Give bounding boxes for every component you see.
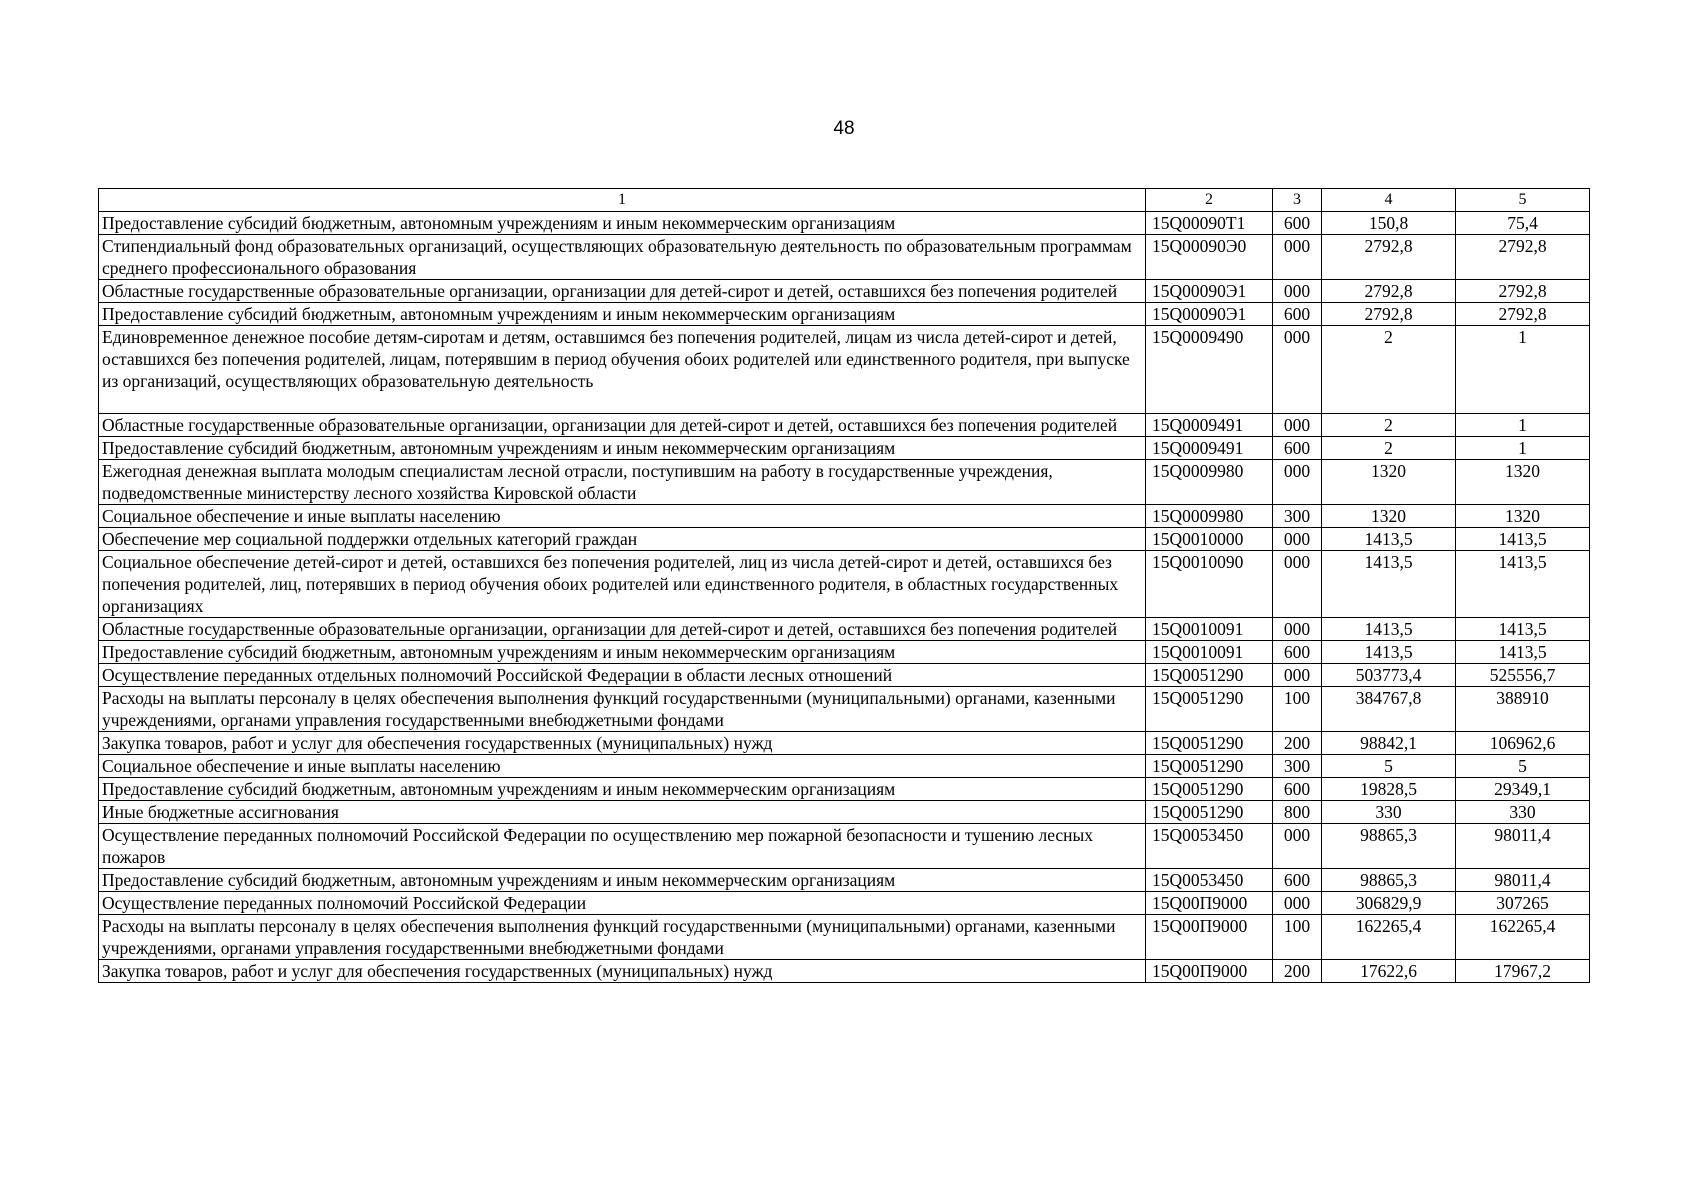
- row-value-col5-cell: 29349,1: [1456, 778, 1590, 801]
- row-code-cell: 15Q0009980: [1146, 460, 1273, 505]
- table-row: [99, 212, 1590, 235]
- row-value-col4-cell: 1413,5: [1322, 528, 1456, 551]
- row-code-cell: 15Q00П9000: [1146, 960, 1273, 983]
- row-expense-type-cell: 600: [1273, 641, 1322, 664]
- row-name-cell: Социальное обеспечение детей-сирот и детей, оставшихся без попечения родителей, лиц из числа детей-сирот и детей, оставшихся без попечения родителей, лиц, потерявших в период обучения обоих родителей или единственного родителя, в областных государственных организациях: [99, 551, 1146, 618]
- row-code-cell: 15Q0053450: [1146, 824, 1273, 869]
- row-value-col5-cell: 1413,5: [1456, 528, 1590, 551]
- row-value-col4-cell: 384767,8: [1322, 687, 1456, 732]
- table-body: [99, 212, 1590, 983]
- row-expense-type-cell: 000: [1273, 892, 1322, 915]
- row-value-col4-cell: 17622,6: [1322, 960, 1456, 983]
- row-code-cell: 15Q0010000: [1146, 528, 1273, 551]
- row-code-cell: 15Q0009491: [1146, 414, 1273, 437]
- table-row: [99, 824, 1590, 869]
- row-name-cell: Иные бюджетные ассигнования: [99, 801, 1146, 824]
- row-expense-type-cell: 300: [1273, 505, 1322, 528]
- header-col-5: 5: [1456, 189, 1590, 212]
- table-row: [99, 915, 1590, 960]
- row-expense-type-cell: 200: [1273, 960, 1322, 983]
- row-name-cell: Предоставление субсидий бюджетным, автономным учреждениям и иным некоммерческим организациям: [99, 212, 1146, 235]
- row-value-col5-cell: 75,4: [1456, 212, 1590, 235]
- table-row: [99, 528, 1590, 551]
- row-expense-type-cell: 600: [1273, 778, 1322, 801]
- table-row: [99, 235, 1590, 280]
- row-name-cell: Стипендиальный фонд образовательных организаций, осуществляющих образовательную деятельность по образовательным программам среднего профессионального образования: [99, 235, 1146, 280]
- row-value-col4-cell: 503773,4: [1322, 664, 1456, 687]
- table-row: [99, 280, 1590, 303]
- table-row: [99, 326, 1590, 414]
- row-name-cell: Осуществление переданных полномочий Российской Федерации по осуществлению мер пожарной безопасности и тушению лесных пожаров: [99, 824, 1146, 869]
- row-value-col5-cell: 1: [1456, 326, 1590, 414]
- row-value-col4-cell: 1320: [1322, 460, 1456, 505]
- row-value-col4-cell: 1413,5: [1322, 551, 1456, 618]
- row-name-cell: Областные государственные образовательные организации, организации для детей-сирот и детей, оставшихся без попечения родителей: [99, 618, 1146, 641]
- table-row: [99, 505, 1590, 528]
- row-expense-type-cell: 100: [1273, 687, 1322, 732]
- table-row: [99, 869, 1590, 892]
- row-value-col5-cell: 106962,6: [1456, 732, 1590, 755]
- row-code-cell: 15Q00090Э1: [1146, 303, 1273, 326]
- row-value-col5-cell: 98011,4: [1456, 869, 1590, 892]
- row-expense-type-cell: 300: [1273, 755, 1322, 778]
- row-value-col4-cell: 1320: [1322, 505, 1456, 528]
- row-value-col4-cell: 98842,1: [1322, 732, 1456, 755]
- row-value-col5-cell: 1: [1456, 414, 1590, 437]
- table-row: [99, 687, 1590, 732]
- row-value-col4-cell: 1413,5: [1322, 618, 1456, 641]
- row-expense-type-cell: 600: [1273, 212, 1322, 235]
- row-value-col5-cell: 2792,8: [1456, 280, 1590, 303]
- row-value-col4-cell: 98865,3: [1322, 824, 1456, 869]
- table-row: [99, 960, 1590, 983]
- row-name-cell: Осуществление переданных отдельных полномочий Российской Федерации в области лесных отношений: [99, 664, 1146, 687]
- table-row: [99, 732, 1590, 755]
- row-code-cell: 15Q0051290: [1146, 778, 1273, 801]
- header-col-4: 4: [1322, 189, 1456, 212]
- row-name-cell: Предоставление субсидий бюджетным, автономным учреждениям и иным некоммерческим организациям: [99, 437, 1146, 460]
- row-code-cell: 15Q0010091: [1146, 641, 1273, 664]
- row-value-col5-cell: 1413,5: [1456, 551, 1590, 618]
- row-name-cell: Расходы на выплаты персоналу в целях обеспечения выполнения функций государственными (муниципальными) органами, казенными учреждениями, органами управления государственными внебюджетными фондами: [99, 915, 1146, 960]
- row-code-cell: 15Q00П9000: [1146, 892, 1273, 915]
- row-code-cell: 15Q0009980: [1146, 505, 1273, 528]
- row-name-cell: Единовременное денежное пособие детям-сиротам и детям, оставшимся без попечения родителей, лицам из числа детей-сирот и детей, оставшихся без попечения родителей, лицам, потерявшим в период обучения обоих родителей или единственного родителя, при выпуске из организаций, осуществляющих образовательную деятельность: [99, 326, 1146, 414]
- row-name-cell: Обеспечение мер социальной поддержки отдельных категорий граждан: [99, 528, 1146, 551]
- row-value-col5-cell: 98011,4: [1456, 824, 1590, 869]
- table-row: [99, 755, 1590, 778]
- row-code-cell: 15Q00090Э1: [1146, 280, 1273, 303]
- row-expense-type-cell: 600: [1273, 303, 1322, 326]
- row-value-col4-cell: 162265,4: [1322, 915, 1456, 960]
- table-row: [99, 551, 1590, 618]
- row-code-cell: 15Q0009491: [1146, 437, 1273, 460]
- row-value-col4-cell: 19828,5: [1322, 778, 1456, 801]
- row-value-col4-cell: 5: [1322, 755, 1456, 778]
- row-name-cell: Закупка товаров, работ и услуг для обеспечения государственных (муниципальных) нужд: [99, 732, 1146, 755]
- table-row: [99, 641, 1590, 664]
- row-expense-type-cell: 100: [1273, 915, 1322, 960]
- table-row: [99, 801, 1590, 824]
- row-value-col5-cell: 1413,5: [1456, 618, 1590, 641]
- header-col-2: 2: [1146, 189, 1273, 212]
- row-code-cell: 15Q0051290: [1146, 801, 1273, 824]
- row-value-col5-cell: 525556,7: [1456, 664, 1590, 687]
- row-value-col4-cell: 2792,8: [1322, 235, 1456, 280]
- row-value-col5-cell: 330: [1456, 801, 1590, 824]
- row-code-cell: 15Q0051290: [1146, 687, 1273, 732]
- row-value-col4-cell: 2792,8: [1322, 280, 1456, 303]
- row-value-col5-cell: 162265,4: [1456, 915, 1590, 960]
- row-value-col4-cell: 330: [1322, 801, 1456, 824]
- row-value-col5-cell: 1413,5: [1456, 641, 1590, 664]
- table-row: [99, 618, 1590, 641]
- row-expense-type-cell: 000: [1273, 551, 1322, 618]
- row-value-col5-cell: 1320: [1456, 505, 1590, 528]
- row-name-cell: Закупка товаров, работ и услуг для обеспечения государственных (муниципальных) нужд: [99, 960, 1146, 983]
- row-name-cell: Расходы на выплаты персоналу в целях обеспечения выполнения функций государственными (муниципальными) органами, казенными учреждениями, органами управления государственными внебюджетными фондами: [99, 687, 1146, 732]
- row-name-cell: Предоставление субсидий бюджетным, автономным учреждениям и иным некоммерческим организациям: [99, 303, 1146, 326]
- table-row: [99, 437, 1590, 460]
- page-number: 48: [833, 118, 855, 139]
- row-code-cell: 15Q0051290: [1146, 755, 1273, 778]
- row-value-col5-cell: 1: [1456, 437, 1590, 460]
- row-value-col4-cell: 306829,9: [1322, 892, 1456, 915]
- row-expense-type-cell: 600: [1273, 437, 1322, 460]
- header-row: [99, 189, 1590, 212]
- table-row: [99, 664, 1590, 687]
- row-code-cell: 15Q0009490: [1146, 326, 1273, 414]
- row-expense-type-cell: 000: [1273, 280, 1322, 303]
- row-expense-type-cell: 000: [1273, 326, 1322, 414]
- row-value-col5-cell: 2792,8: [1456, 235, 1590, 280]
- row-value-col5-cell: 307265: [1456, 892, 1590, 915]
- row-expense-type-cell: 200: [1273, 732, 1322, 755]
- row-value-col4-cell: 2: [1322, 326, 1456, 414]
- row-name-cell: Предоставление субсидий бюджетным, автономным учреждениям и иным некоммерческим организациям: [99, 869, 1146, 892]
- row-expense-type-cell: 000: [1273, 460, 1322, 505]
- row-code-cell: 15Q0051290: [1146, 664, 1273, 687]
- table-row: [99, 892, 1590, 915]
- row-value-col4-cell: 98865,3: [1322, 869, 1456, 892]
- table-row: [99, 303, 1590, 326]
- row-name-cell: Предоставление субсидий бюджетным, автономным учреждениям и иным некоммерческим организациям: [99, 778, 1146, 801]
- row-expense-type-cell: 000: [1273, 824, 1322, 869]
- table-header: [99, 189, 1590, 212]
- table-row: [99, 778, 1590, 801]
- row-expense-type-cell: 000: [1273, 235, 1322, 280]
- row-value-col5-cell: 1320: [1456, 460, 1590, 505]
- row-name-cell: Социальное обеспечение и иные выплаты населению: [99, 755, 1146, 778]
- row-value-col4-cell: 150,8: [1322, 212, 1456, 235]
- header-col-3: 3: [1273, 189, 1322, 212]
- row-code-cell: 15Q00П9000: [1146, 915, 1273, 960]
- row-name-cell: Социальное обеспечение и иные выплаты населению: [99, 505, 1146, 528]
- row-name-cell: Предоставление субсидий бюджетным, автономным учреждениям и иным некоммерческим организациям: [99, 641, 1146, 664]
- row-code-cell: 15Q00090Т1: [1146, 212, 1273, 235]
- row-name-cell: Областные государственные образовательные организации, организации для детей-сирот и детей, оставшихся без попечения родителей: [99, 280, 1146, 303]
- row-expense-type-cell: 600: [1273, 869, 1322, 892]
- table-row: [99, 460, 1590, 505]
- row-value-col5-cell: 5: [1456, 755, 1590, 778]
- row-value-col5-cell: 17967,2: [1456, 960, 1590, 983]
- row-code-cell: 15Q0010090: [1146, 551, 1273, 618]
- row-value-col5-cell: 2792,8: [1456, 303, 1590, 326]
- row-code-cell: 15Q0051290: [1146, 732, 1273, 755]
- row-expense-type-cell: 000: [1273, 414, 1322, 437]
- row-value-col5-cell: 388910: [1456, 687, 1590, 732]
- budget-table: [98, 188, 1590, 983]
- row-value-col4-cell: 2792,8: [1322, 303, 1456, 326]
- header-col-1: 1: [99, 189, 1146, 212]
- row-code-cell: 15Q0010091: [1146, 618, 1273, 641]
- row-name-cell: Ежегодная денежная выплата молодым специалистам лесной отрасли, поступившим на работу в государственные учреждения, подведомственные министерству лесного хозяйства Кировской области: [99, 460, 1146, 505]
- row-expense-type-cell: 000: [1273, 528, 1322, 551]
- row-value-col4-cell: 2: [1322, 437, 1456, 460]
- row-expense-type-cell: 000: [1273, 664, 1322, 687]
- row-code-cell: 15Q0053450: [1146, 869, 1273, 892]
- table-row: [99, 414, 1590, 437]
- row-expense-type-cell: 800: [1273, 801, 1322, 824]
- row-code-cell: 15Q00090Э0: [1146, 235, 1273, 280]
- row-expense-type-cell: 000: [1273, 618, 1322, 641]
- row-name-cell: Областные государственные образовательные организации, организации для детей-сирот и детей, оставшихся без попечения родителей: [99, 414, 1146, 437]
- row-name-cell: Осуществление переданных полномочий Российской Федерации: [99, 892, 1146, 915]
- row-value-col4-cell: 2: [1322, 414, 1456, 437]
- row-value-col4-cell: 1413,5: [1322, 641, 1456, 664]
